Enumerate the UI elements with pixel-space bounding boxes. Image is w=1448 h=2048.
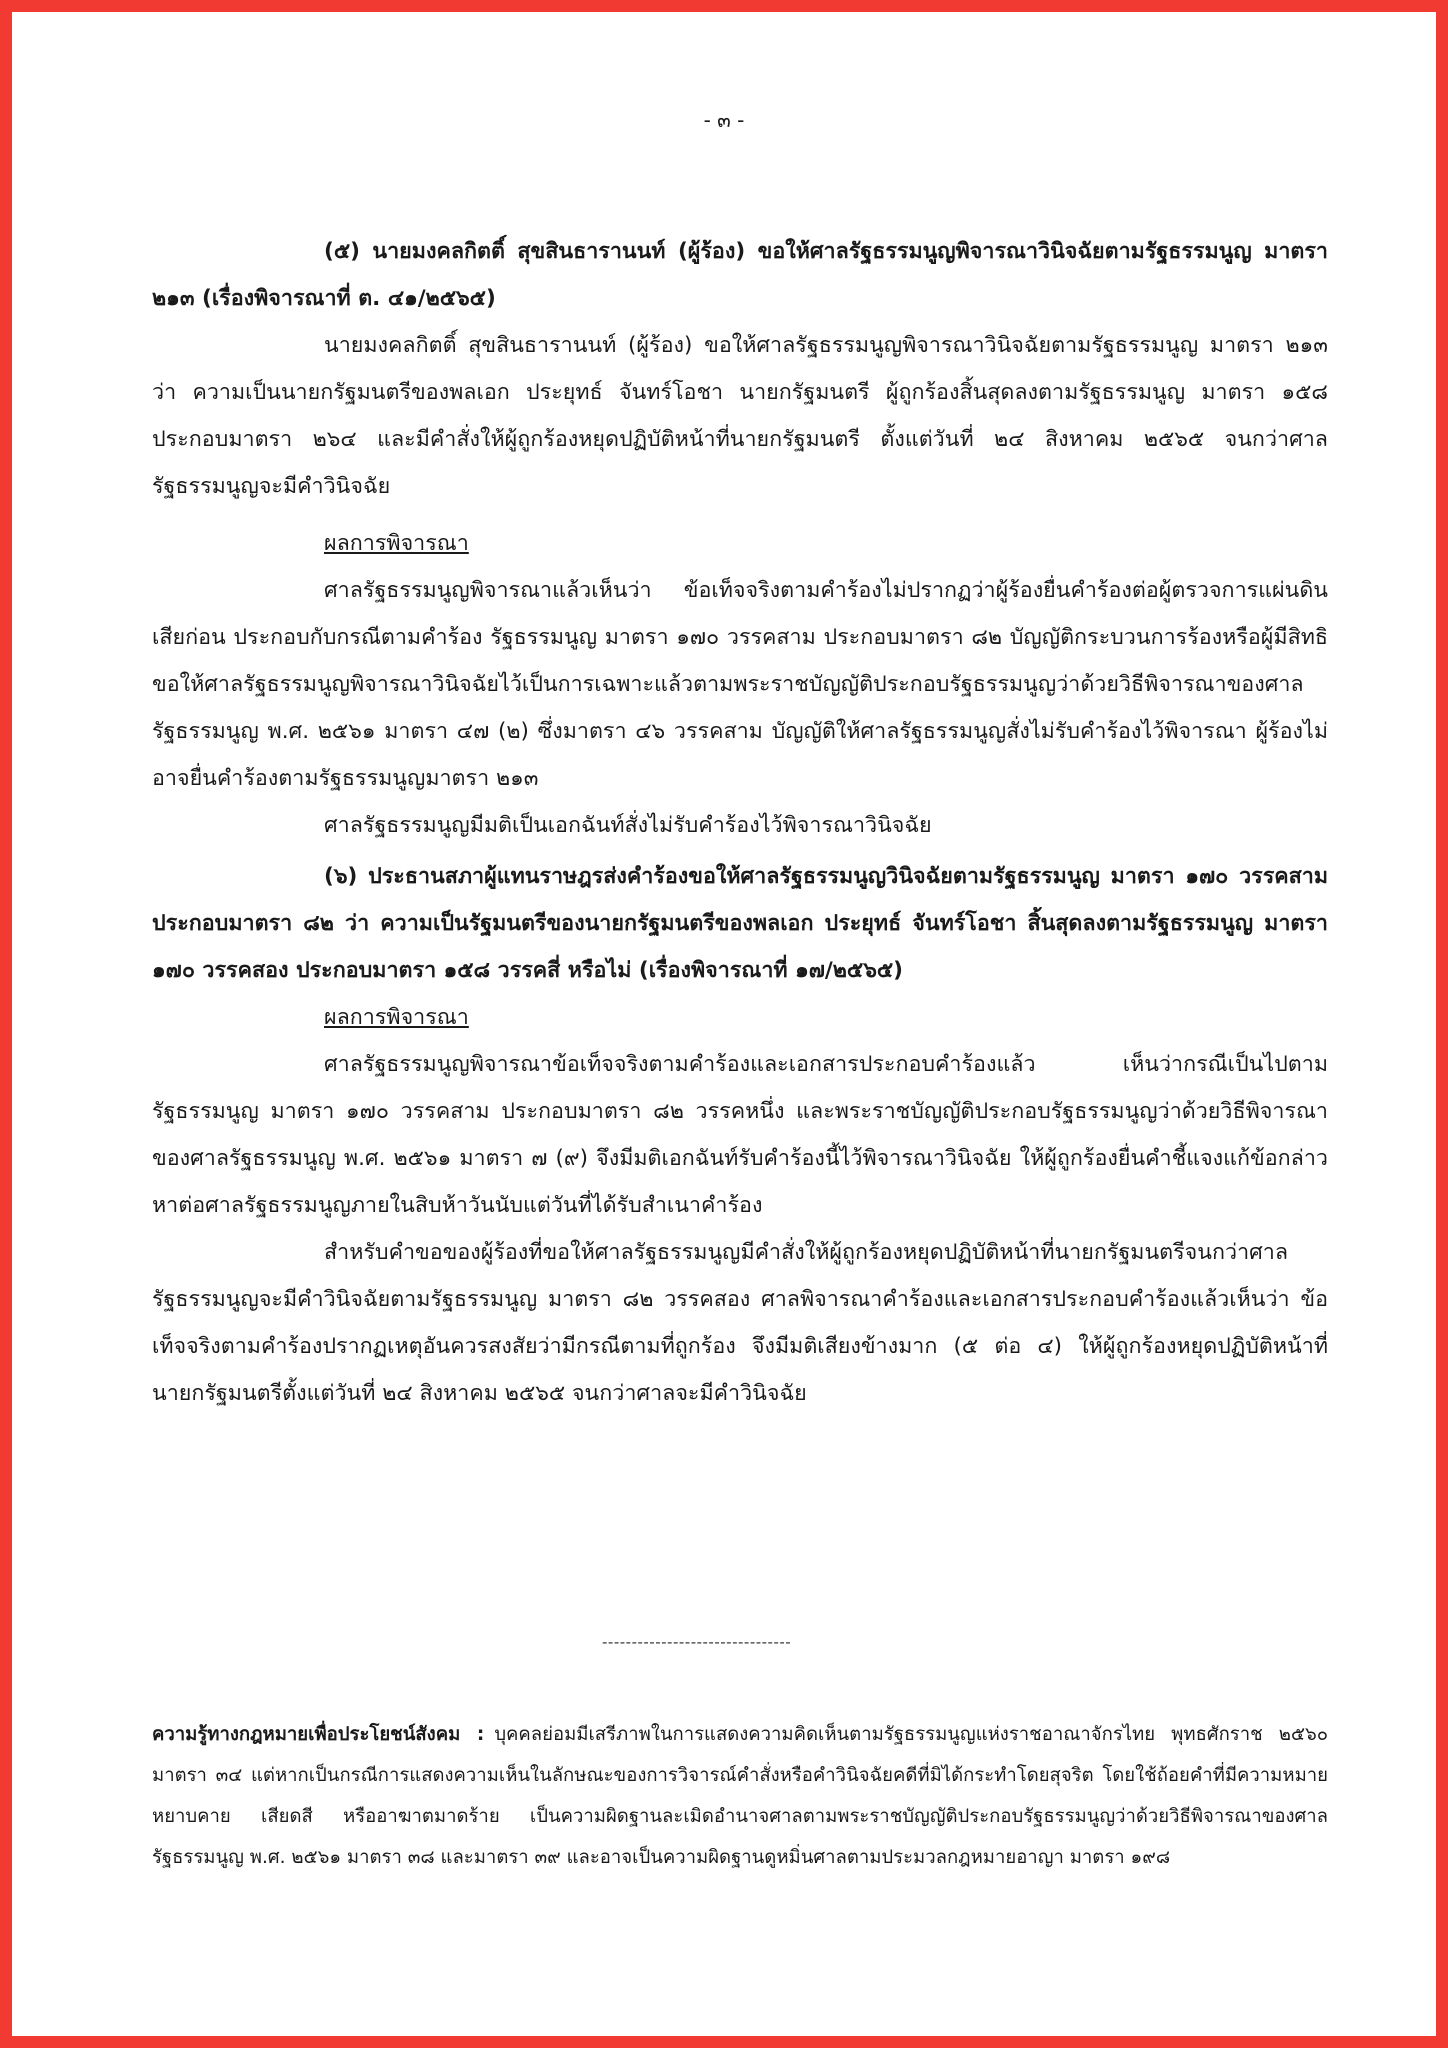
document-page <box>12 12 1436 2036</box>
footer-note <box>152 1714 1328 1878</box>
page-number: - ๓ - <box>703 108 745 132</box>
footer-note-text: บุคคลย่อมมีเสรีภาพในการแสดงความคิดเห็นตามรัฐธรรมนูญแห่งราชอาณาจักรไทย พุทธศักราช ๒๕๖๐ มาตรา ๓๔ แต่หากเป็นกรณีการแสดงความเห็นในลักษณะของการวิจารณ์คำสั่งหรือคำวินิจฉัยคดีที่มิได้กระทำโดยสุจริต โดยใช้ถ้อยคำที่มีความหมายหยาบคาย เสียดสี หรืออาฆาตมาดร้าย เป็นความผิดฐานละเมิดอำนาจศาลตามพระราชบัญญัติประกอบรัฐธรรมนูญว่าด้วยวิธีพิจารณาของศาลรัฐธรรมนูญ พ.ศ. ๒๕๖๑ มาตรา ๓๘ และมาตรา ๓๙ และอาจเป็นความผิดฐานดูหมิ่นศาลตามประมวลกฎหมายอาญา มาตรา ๑๙๘ <box>152 1724 1328 1868</box>
footer-note-label: ความรู้ทางกฎหมายเพื่อประโยชน์สังคม : <box>152 1724 485 1745</box>
item6-result-body-1: ศาลรัฐธรรมนูญพิจารณาข้อเท็จจริงตามคำร้องและเอกสารประกอบคำร้องแล้ว เห็นว่ากรณีเป็นไปตามรัฐธรรมนูญ มาตรา ๑๗๐ วรรคสาม ประกอบมาตรา ๘๒ วรรคหนึ่ง และพระราชบัญญัติประกอบรัฐธรรมนูญว่าด้วยวิธีพิจารณาของศาลรัฐธรรมนูญ พ.ศ. ๒๕๖๑ มาตรา ๗ (๙) จึงมีมติเอกฉันท์รับคำร้องนี้ไว้พิจารณาวินิจฉัย ให้ผู้ถูกร้องยื่นคำชี้แจงแก้ข้อกล่าวหาต่อศาลรัฐธรรมนูญภายในสิบห้าวันนับแต่วันที่ได้รับสำเนาคำร้อง <box>152 1052 1328 1218</box>
item5-result-body: ศาลรัฐธรรมนูญพิจารณาแล้วเห็นว่า ข้อเท็จจริงตามคำร้องไม่ปรากฏว่าผู้ร้องยื่นคำร้องต่อผู้ตรวจการแผ่นดินเสียก่อน ประกอบกับกรณีตามคำร้อง รัฐธรรมนูญ มาตรา ๑๗๐ วรรคสาม ประกอบมาตรา ๘๒ บัญญัติกระบวนการร้องหรือผู้มีสิทธิขอให้ศาลรัฐธรรมนูญพิจารณาวินิจฉัยไว้เป็นการเฉพาะแล้วตามพระราชบัญญัติประกอบรัฐธรรมนูญว่าด้วยวิธีพิจารณาของศาลรัฐธรรมนูญ พ.ศ. ๒๕๖๑ มาตรา ๔๗ (๒) ซึ่งมาตรา ๔๖ วรรคสาม บัญญัติให้ศาลรัฐธรรมนูญสั่งไม่รับคำร้องไว้พิจารณา ผู้ร้องไม่อาจยื่นคำร้องตามรัฐธรรมนูญมาตรา ๒๑๓ <box>152 578 1328 791</box>
item5-result-heading: ผลการพิจารณา <box>324 531 469 556</box>
section-divider: -------------------------------- <box>602 1633 792 1651</box>
item5-body: นายมงคลกิตติ์ สุขสินธารานนท์ (ผู้ร้อง) ขอให้ศาลรัฐธรรมนูญพิจารณาวินิจฉัยตามรัฐธรรมนูญ มาตรา ๒๑๓ ว่า ความเป็นนายกรัฐมนตรีของพลเอก ประยุทธ์ จันทร์โอชา นายกรัฐมนตรี ผู้ถูกร้องสิ้นสุดลงตามรัฐธรรมนูญ มาตรา ๑๕๘ ประกอบมาตรา ๒๖๔ และมีคำสั่งให้ผู้ถูกร้องหยุดปฏิบัติหน้าที่นายกรัฐมนตรี ตั้งแต่วันที่ ๒๔ สิงหาคม ๒๕๖๕ จนกว่าศาลรัฐธรรมนูญจะมีคำวินิจฉัย <box>152 333 1328 499</box>
item5-heading: (๕) นายมงคลกิตติ์ สุขสินธารานนท์ (ผู้ร้อง) ขอให้ศาลรัฐธรรมนูญพิจารณาวินิจฉัยตามรัฐธรรมนูญ มาตรา ๒๑๓ (เรื่องพิจารณาที่ ต. ๔๑/๒๕๖๕) <box>152 239 1328 311</box>
item6-result-body-2: สำหรับคำขอของผู้ร้องที่ขอให้ศาลรัฐธรรมนูญมีคำสั่งให้ผู้ถูกร้องหยุดปฏิบัติหน้าที่นายกรัฐมนตรีจนกว่าศาลรัฐธรรมนูญจะมีคำวินิจฉัยตามรัฐธรรมนูญ มาตรา ๘๒ วรรคสอง ศาลพิจารณาคำร้องและเอกสารประกอบคำร้องแล้วเห็นว่า ข้อเท็จจริงตามคำร้องปรากฏเหตุอันควรสงสัยว่ามีกรณีตามที่ถูกร้อง จึงมีมติเสียงข้างมาก (๕ ต่อ ๔) ให้ผู้ถูกร้องหยุดปฏิบัติหน้าที่นายกรัฐมนตรีตั้งแต่วันที่ ๒๔ สิงหาคม ๒๕๖๕ จนกว่าศาลจะมีคำวินิจฉัย <box>152 1240 1328 1406</box>
item5-result-conclusion: ศาลรัฐธรรมนูญมีมติเป็นเอกฉันท์สั่งไม่รับคำร้องไว้พิจารณาวินิจฉัย <box>324 813 932 838</box>
document-body <box>152 228 1328 1417</box>
item6-heading: (๖) ประธานสภาผู้แทนราษฎรส่งคำร้องขอให้ศาลรัฐธรรมนูญวินิจฉัยตามรัฐธรรมนูญ มาตรา ๑๗๐ วรรคสาม ประกอบมาตรา ๘๒ ว่า ความเป็นรัฐมนตรีของนายกรัฐมนตรีของพลเอก ประยุทธ์ จันทร์โอชา สิ้นสุดลงตามรัฐธรรมนูญ มาตรา ๑๗๐ วรรคสอง ประกอบมาตรา ๑๕๘ วรรคสี่ หรือไม่ (เรื่องพิจารณาที่ ๑๗/๒๕๖๕) <box>152 864 1328 983</box>
item6-result-heading: ผลการพิจารณา <box>324 1005 469 1030</box>
